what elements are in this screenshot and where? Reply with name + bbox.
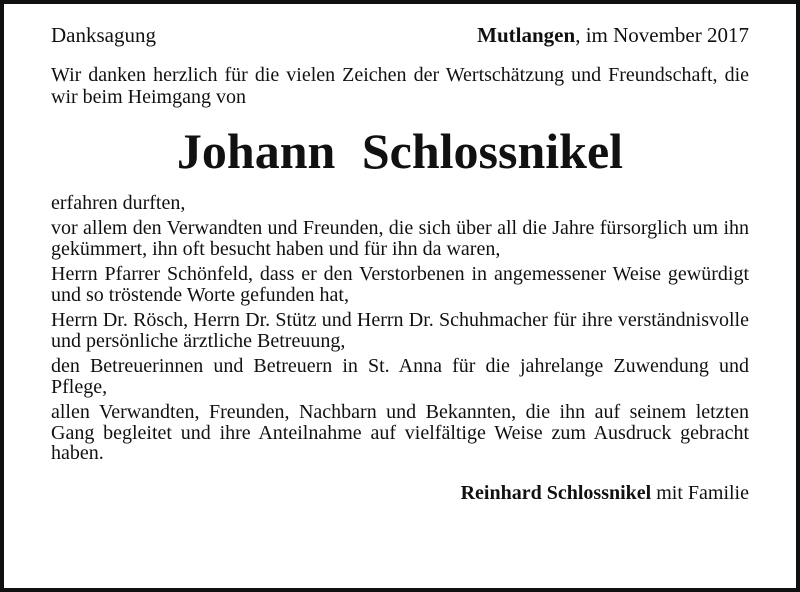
signer-rest: mit Familie	[651, 481, 749, 504]
thanks-paragraph: Herrn Dr. Rösch, Herrn Dr. Stütz und Herrn Dr. Schuhmacher für ihre verständnisvolle und persönliche ärztliche Betreuung,	[51, 309, 749, 352]
thanks-paragraph: den Betreuerinnen und Betreuern in St. Anna für die jahrelange Zuwendung und Pflege,	[51, 355, 749, 398]
signature	[51, 481, 749, 505]
notice-content	[51, 22, 749, 505]
date-text: , im November 2017	[575, 23, 749, 47]
thanks-paragraph: Herrn Pfarrer Schönfeld, dass er den Verstorbenen in angemessener Weise gewürdigt und so tröstende Worte gefunden hat,	[51, 263, 749, 306]
after-name-text: erfahren durften,	[51, 192, 186, 214]
place-name: Mutlangen	[477, 23, 576, 47]
deceased-name: Johann Schlossnikel	[176, 123, 624, 179]
thanks-paragraph: vor allem den Verwandten und Freunden, die sich über all die Jahre fürsorglich um ihn gekümmert, ihn oft besucht haben und für ihn da waren,	[51, 217, 749, 260]
thanks-paragraph: allen Verwandten, Freunden, Nachbarn und Bekannten, die ihn auf seinem letzten Gang begleitet und ihre Anteilnahme auf vielfältige Weise zum Ausdruck gebracht haben.	[51, 401, 749, 464]
intro-text: Wir danken herzlich für die vielen Zeichen der Wertschätzung und Freundschaft, die wir beim Heimgang von	[51, 64, 749, 108]
notice-type: Danksagung	[51, 23, 156, 47]
notice-header	[51, 22, 749, 48]
signer-name: Reinhard Schlossnikel	[460, 481, 652, 504]
place-date	[477, 22, 749, 48]
